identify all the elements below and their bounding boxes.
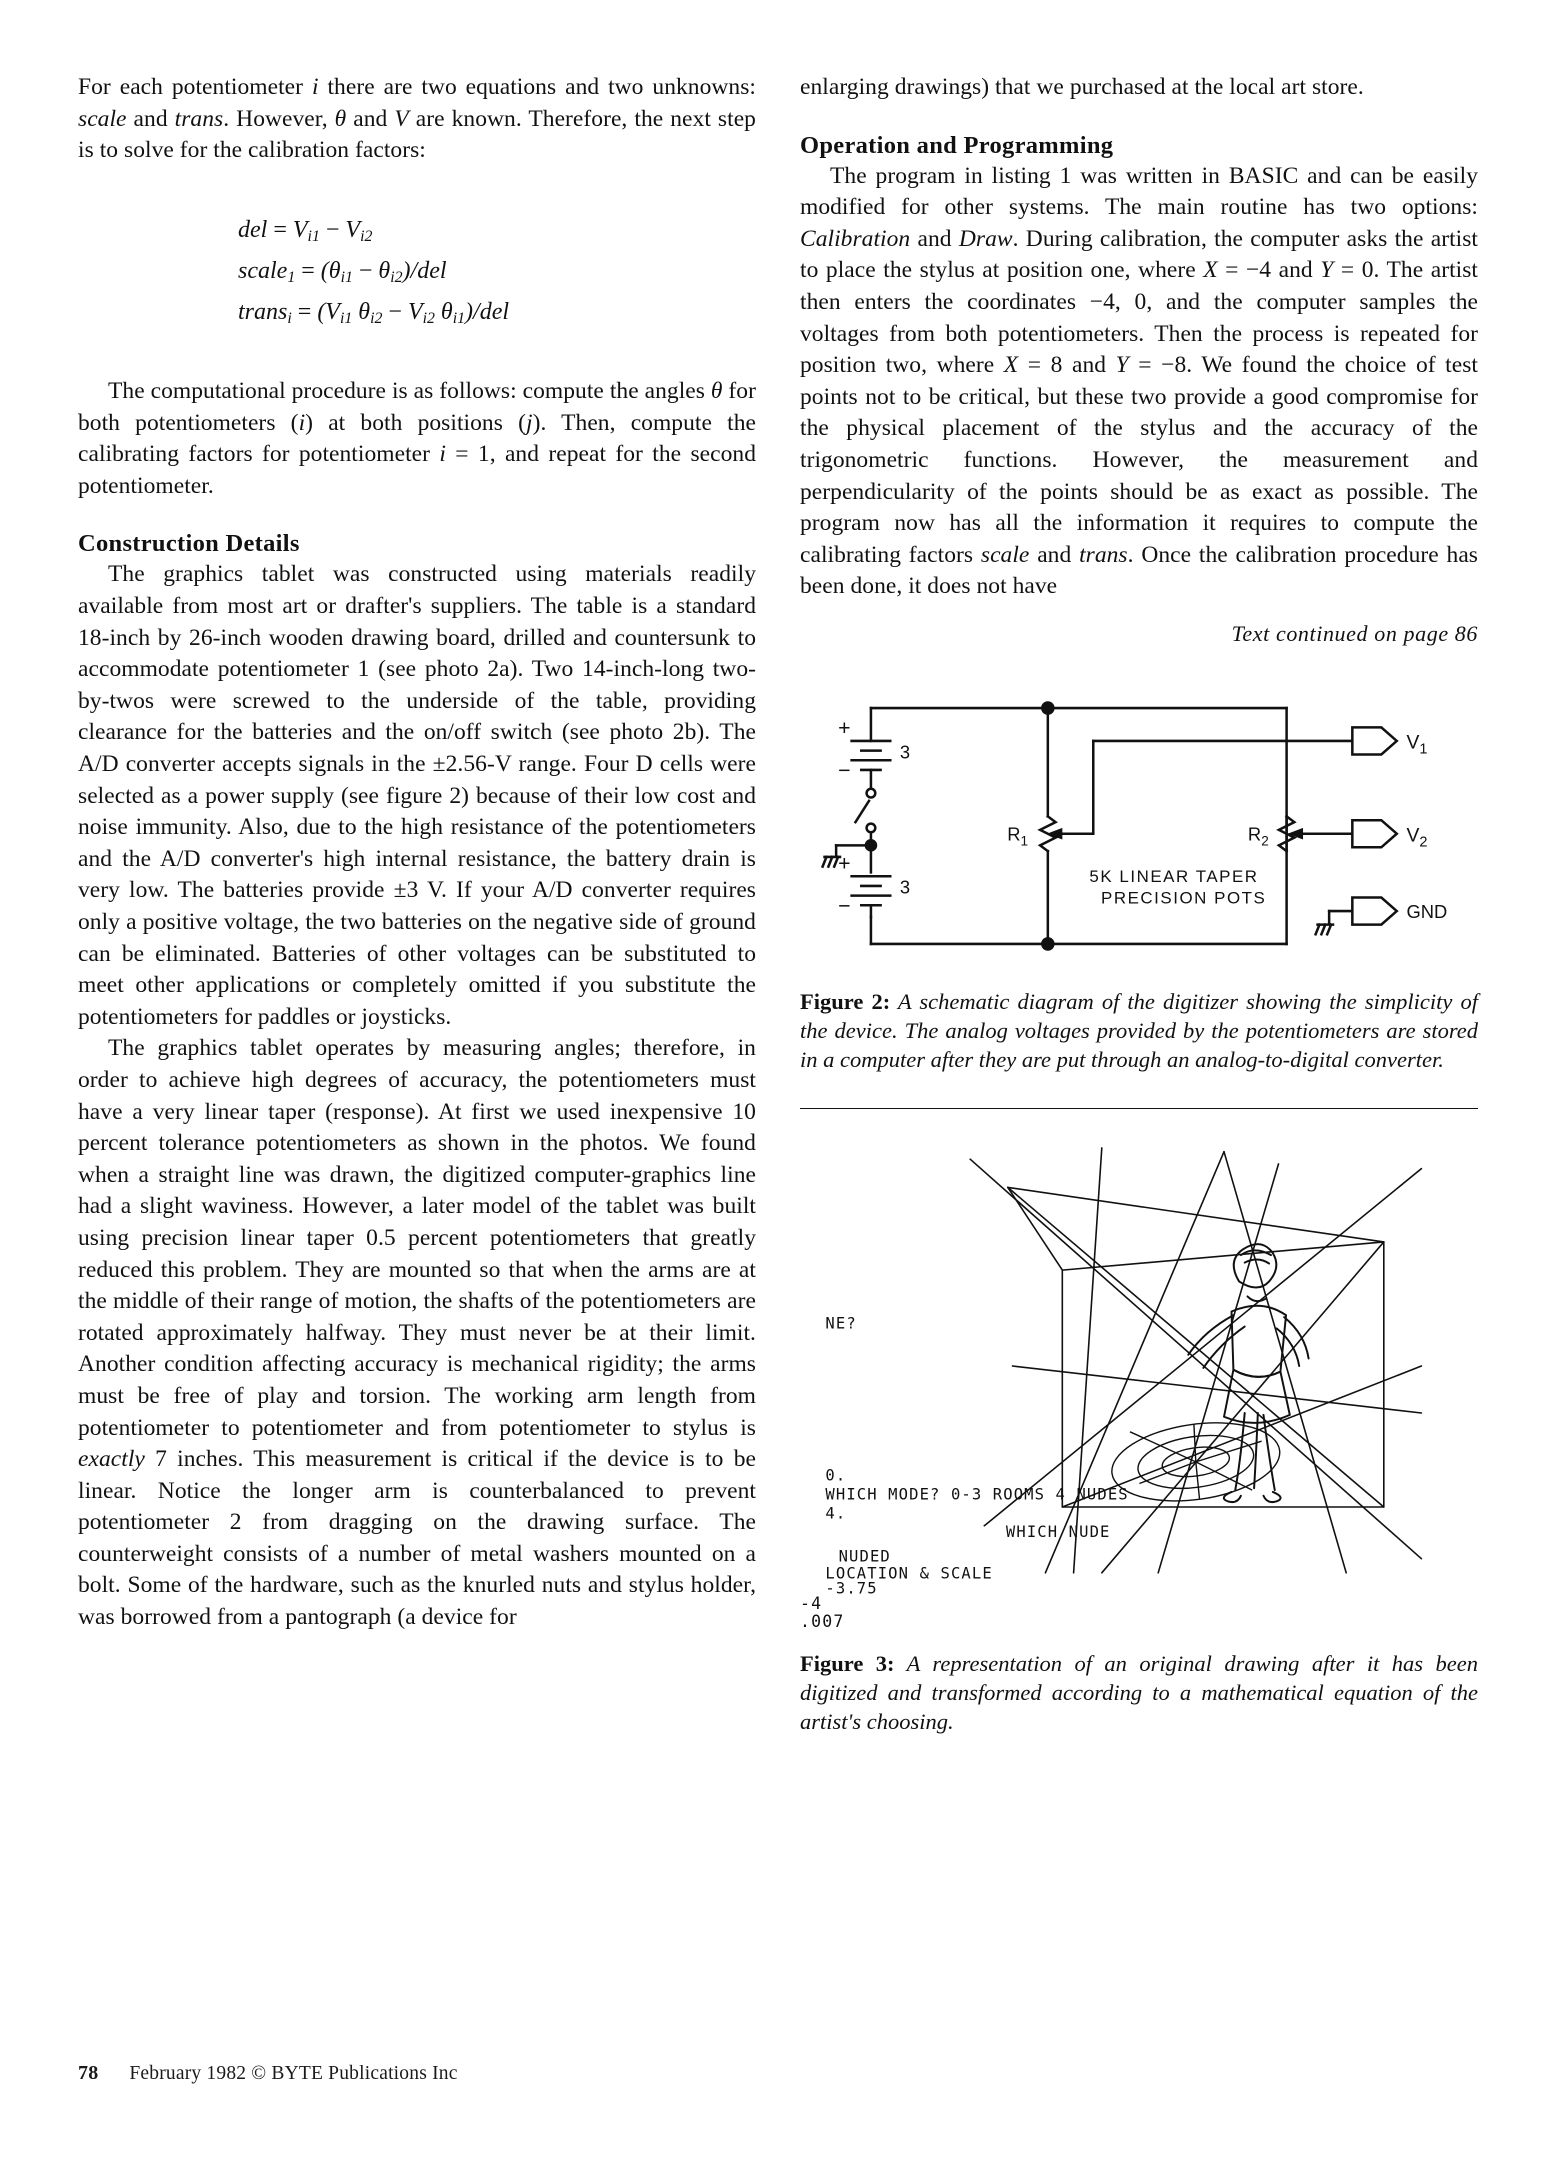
terminal-line-3: 4. bbox=[825, 1504, 847, 1523]
battery-top-value: 3 bbox=[899, 741, 911, 763]
resistor-r1-label: $R_1$ bbox=[1007, 823, 1029, 849]
paragraph-computational-procedure: The computational procedure is as follows: compute the angles θ for both potentiometers (i) at both positions (j). Then, compute the calibrating factors for potentiometer i = 1, and repeat for the second potentiometer. bbox=[78, 378, 756, 499]
output-v2-label: $V_2$ bbox=[1406, 825, 1428, 851]
paragraph-store: enlarging drawings) that we purchased at the local art store. bbox=[800, 74, 1364, 100]
battery-bottom-plus: + bbox=[838, 851, 851, 876]
figure-3 bbox=[800, 1131, 1478, 1736]
terminal-line-5: NUDED bbox=[838, 1547, 891, 1566]
paragraph-operation-body: The program in listing 1 was written in BASIC and can be easily modified for other systems. The main routine has two options: Calibration and Draw. During calibration, the computer asks the artist to place the stylus at position one, where X = −4 and Y = 0. The artist then enters the coordinates −4, 0, and the computer samples the voltages from both potentiometers. Then the process is repeated for position two, where X = 8 and Y = −8. We found the choice of test points not to be critical, but these two provide a good compromise for the physical placement of the stylus and the accuracy of the trigonometric functions. However, the measurement and perpendicularity of the points should be as exact as possible. The program now has all the information it requires to compute the calibrating factors scale and trans. Once the calibration procedure has been done, it does not have bbox=[800, 162, 1479, 600]
figure-2-caption bbox=[800, 987, 1478, 1074]
pot-note-line-1: 5K LINEAR TAPER bbox=[1089, 866, 1259, 886]
page-footer bbox=[78, 2062, 458, 2085]
figure-3-label: Figure 3: bbox=[800, 1650, 895, 1676]
two-column-layout bbox=[78, 72, 1478, 1736]
battery-bottom-value: 3 bbox=[899, 876, 911, 898]
paragraph-construction-body: The graphics tablet was constructed using materials readily available from most art or drafter's suppliers. The table is a standard 18-inch by 26-inch wooden drawing board, drilled and countersunk to accommodate potentiometer 1 (see photo 2a). Two 14-inch-long two-by-twos were screwed to the underside of the table, providing clearance for the batteries and the on/off switch (see photo 2b). The A/D converter accepts signals in the ±2.56-V range. Four D cells were selected as a power supply (see figure 2) because of their low cost and noise immunity. Also, due to the high resistance of the potentiometers and the A/D converter's high internal resistance, the battery drain is very low. The batteries provide ±3 V. If your A/D converter requires only a positive voltage, the two batteries on the negative side of ground can be eliminated. Batteries of other voltages can be substituted to meet other applications or completely omitted if you substitute the potentiometers for paddles or joysticks. bbox=[78, 561, 756, 1030]
figure-2-caption-text: A schematic diagram of the digitizer showing the simplicity of the device. The analog voltages provided by the potentiometers are stored in a computer after they are put through an analog-to-digital converter. bbox=[800, 988, 1478, 1072]
equation-trans: trans$_i$ = ($V_{i1}$ $\theta_{i2} - V_{i2}$ $\theta_{i1}$)/del bbox=[238, 299, 510, 328]
output-v1-label: $V_1$ bbox=[1406, 732, 1428, 758]
figure-3-caption-text: A representation of an original drawing after it has been digitized and transformed according to a mathematical equation of the artist's choosing. bbox=[800, 1650, 1479, 1734]
paragraph-taper-accuracy: The graphics tablet operates by measuring angles; therefore, in order to achieve high degrees of accuracy, the potentiometers must have a very linear taper (response). At first we used inexpensive 10 percent tolerance potentiometers as shown in the photos. We found when a straight line was drawn, the digitized computer-graphics line had a slight waviness. However, a later model of the tablet was built using precision linear taper 0.5 percent potentiometers that greatly reduced this problem. They are mounted so that when the arms are at the middle of their range of motion, the shafts of the potentiometers are rotated approximately halfway. They must never be at their limit. Another condition affecting accuracy is mechanical rigidity; the arms must be free of play and torsion. The working arm length from potentiometer to potentiometer and from potentiometer to stylus is exactly 7 inches. This measurement is critical if the device is to be linear. Notice the longer arm is counterbalanced to prevent potentiometer 2 from dragging on the drawing surface. The counterweight consists of a number of metal washers mounted on a bolt. Some of the hardware, such as the knurled nuts and stylus holder, was borrowed from a pantograph (a device for bbox=[78, 1035, 756, 1631]
heading-operation-programming: Operation and Programming bbox=[800, 131, 1114, 159]
heading-construction-details: Construction Details bbox=[78, 530, 300, 558]
terminal-line-4: WHICH NUDE bbox=[1005, 1522, 1111, 1541]
terminal-line-6: LOCATION & SCALE bbox=[825, 1564, 993, 1583]
equation-del: del = $V_{i1} - V_{i2}$ bbox=[238, 216, 373, 245]
terminal-line-2: WHICH MODE? 0-3 ROOMS 4 NUDES bbox=[825, 1485, 1129, 1504]
output-gnd-label: GND bbox=[1406, 900, 1448, 922]
figure-2 bbox=[800, 681, 1478, 1074]
figure-3-caption bbox=[800, 1649, 1478, 1736]
paragraph-equations-intro: For each potentiometer i there are two equations and two unknowns: scale and trans. However, θ and V are known. Therefore, the next step is to solve for the calibration factors: bbox=[78, 74, 756, 164]
terminal-line-1: 0. bbox=[825, 1466, 847, 1485]
section-divider bbox=[800, 1108, 1478, 1109]
battery-top-minus: − bbox=[838, 758, 851, 783]
equation-scale: scale$_1$ = $(\theta_{i1} - \theta_{i2})/del$ bbox=[238, 257, 447, 286]
battery-bottom-minus: − bbox=[838, 893, 851, 918]
terminal-line-8: -4 bbox=[800, 1593, 823, 1613]
equation-block bbox=[78, 213, 756, 336]
schematic-diagram bbox=[800, 681, 1460, 971]
terminal-line-prompt: NE? bbox=[825, 1314, 857, 1333]
resistor-r2-label: $R_2$ bbox=[1247, 823, 1269, 849]
text-continued-note: Text continued on page 86 bbox=[1231, 620, 1478, 646]
digitized-drawing bbox=[800, 1131, 1460, 1601]
terminal-line-9: .007 bbox=[800, 1611, 845, 1631]
left-column bbox=[78, 72, 756, 1736]
battery-top-plus: + bbox=[838, 716, 851, 741]
terminal-line-7: -3.75 bbox=[825, 1579, 878, 1598]
right-column bbox=[800, 72, 1478, 1736]
footer-imprint: February 1982 © BYTE Publications Inc bbox=[129, 2063, 458, 2084]
pot-note-line-2: PRECISION POTS bbox=[1101, 888, 1267, 908]
page-number: 78 bbox=[78, 2062, 99, 2084]
figure-2-label: Figure 2: bbox=[800, 988, 891, 1014]
